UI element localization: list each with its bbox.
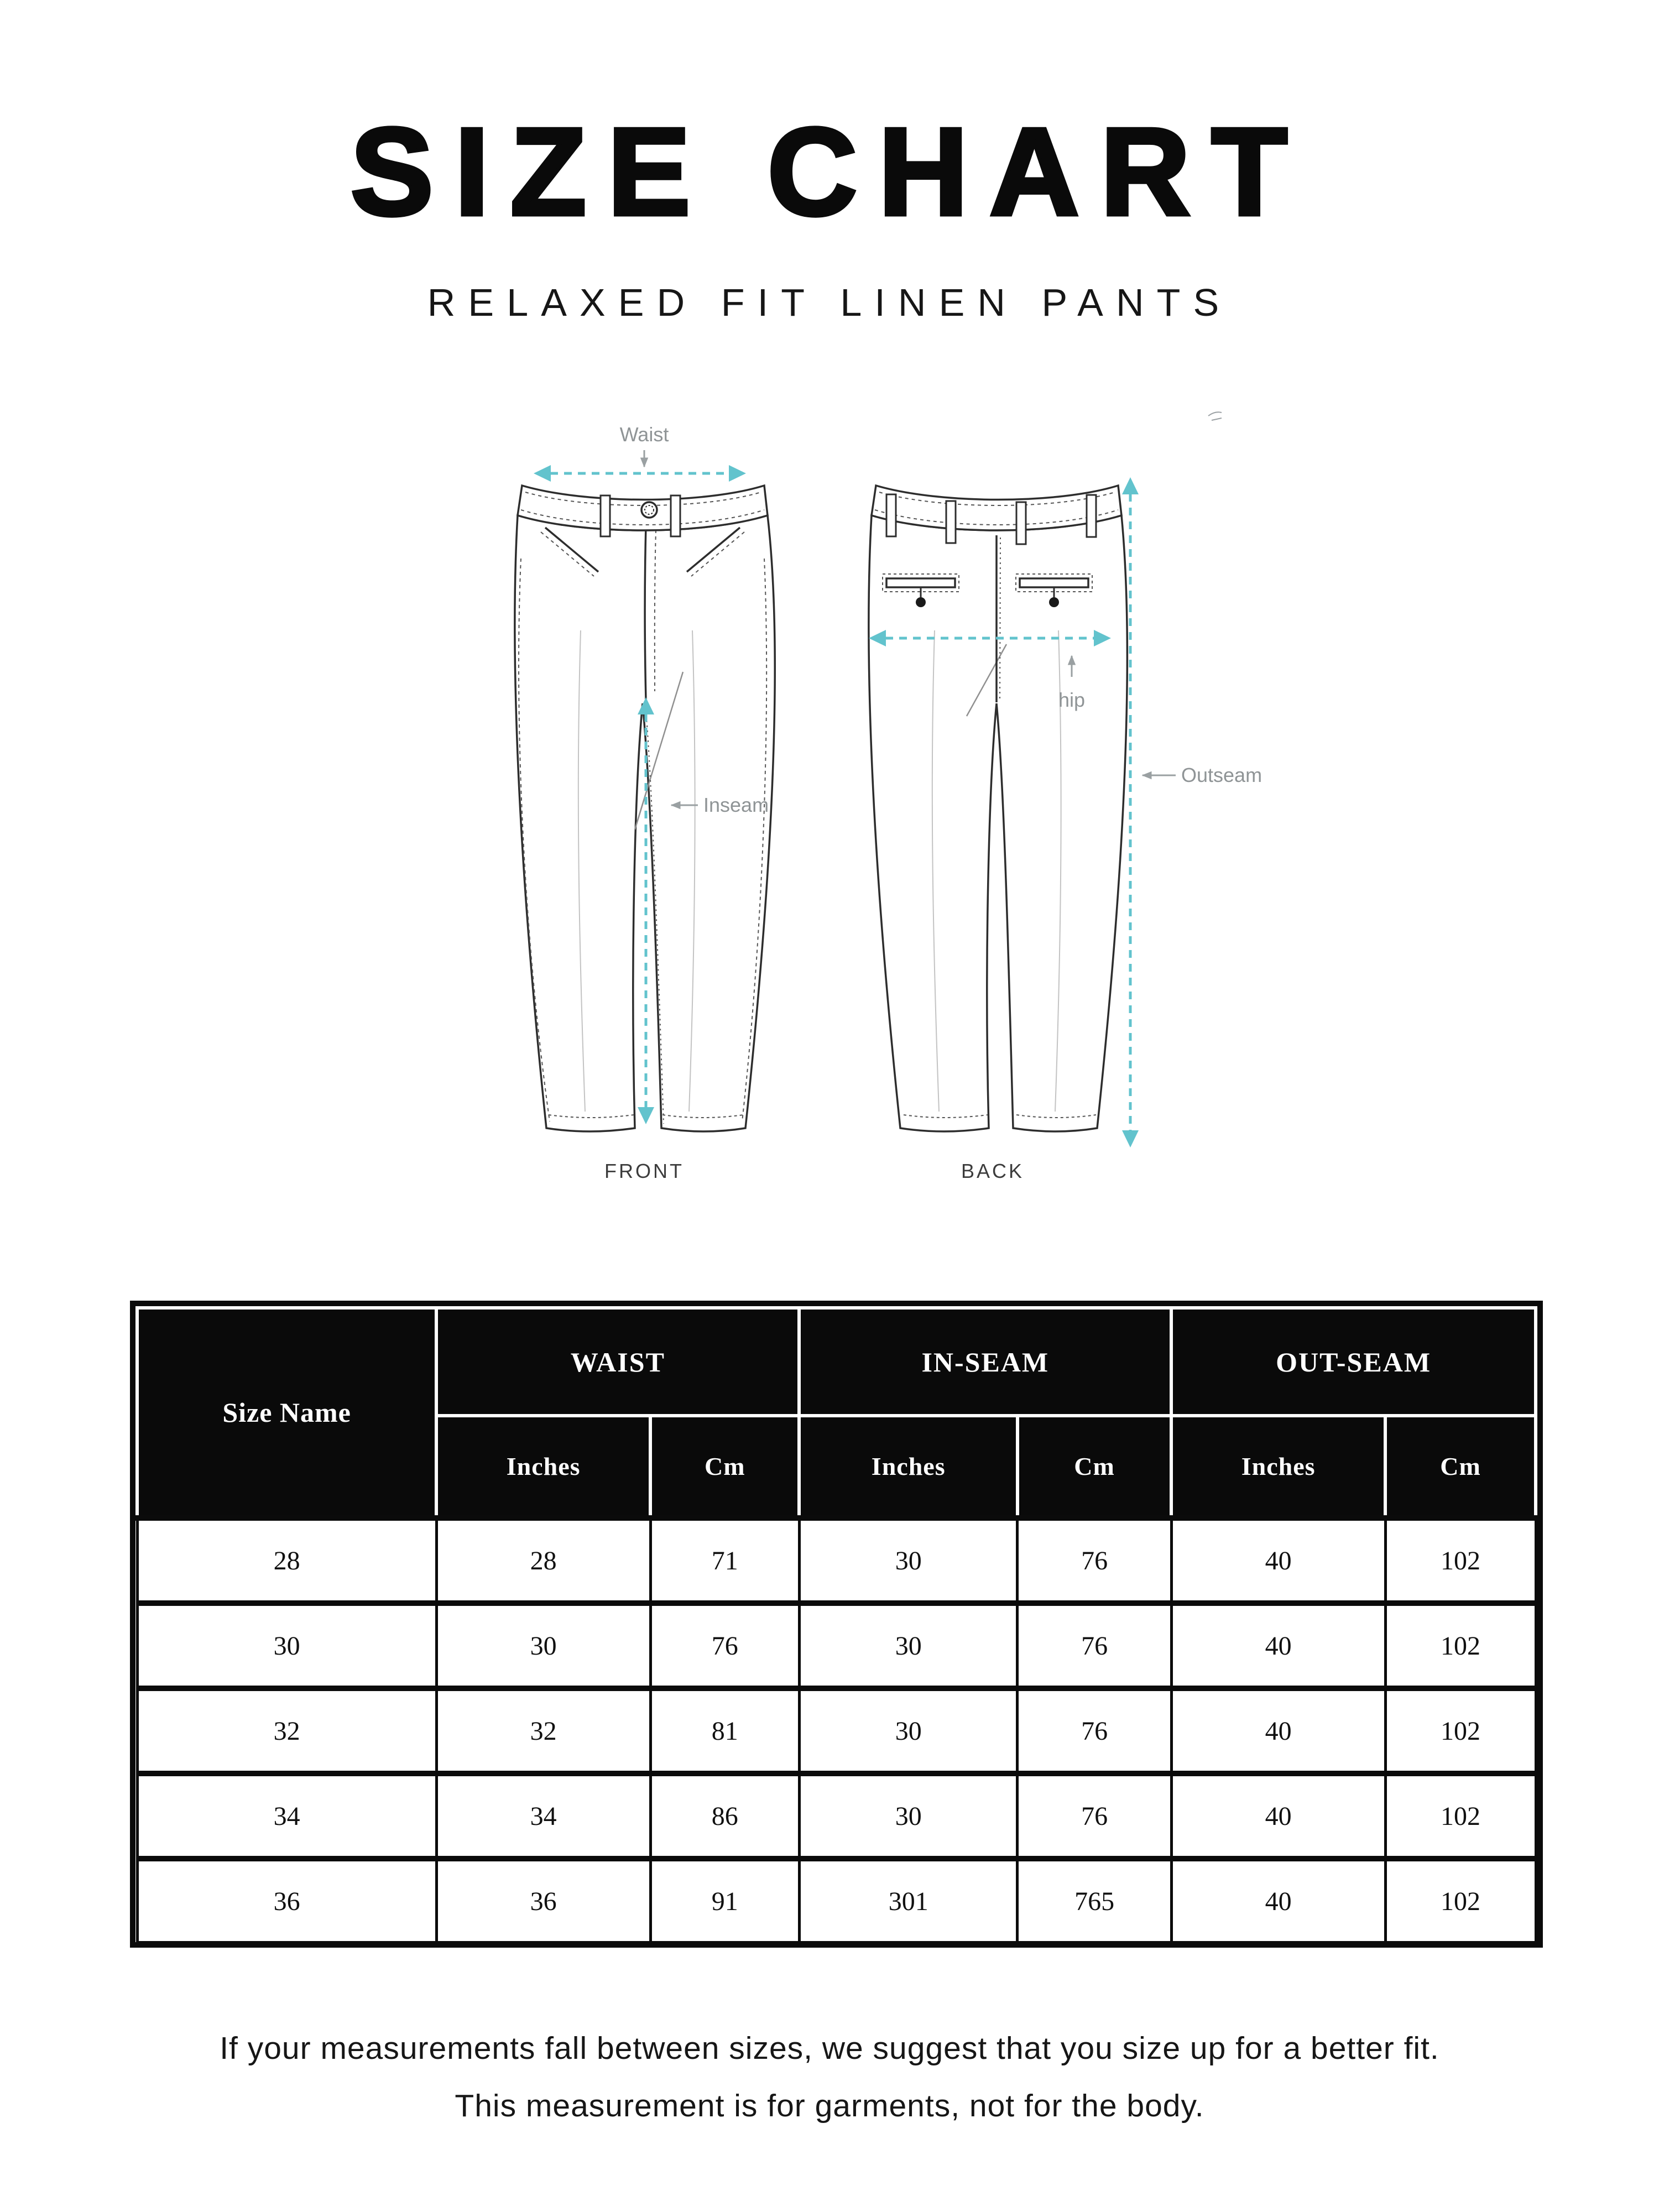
col-header-inseam-cm: Cm: [1018, 1416, 1171, 1518]
value-cell: 30: [799, 1688, 1018, 1773]
value-cell: 36: [436, 1859, 650, 1944]
page-subtitle: RELAXED FIT LINEN PANTS: [427, 281, 1232, 324]
value-cell: 30: [436, 1603, 650, 1688]
fit-note-line2: This measurement is for garments, not for the body.: [455, 2088, 1204, 2124]
value-cell: 28: [436, 1518, 650, 1603]
page-title: SIZE CHART: [350, 102, 1309, 241]
value-cell: 40: [1171, 1688, 1385, 1773]
pants-measurement-diagram: [498, 393, 1272, 1194]
size-cell: 32: [137, 1688, 436, 1773]
back-view-label: BACK: [961, 1160, 1025, 1182]
value-cell: 34: [436, 1773, 650, 1859]
back-pants-drawing: [869, 486, 1127, 1131]
back-pocket-button-icon: [1049, 597, 1059, 607]
value-cell: 76: [1018, 1688, 1171, 1773]
value-cell: 71: [650, 1518, 799, 1603]
table-row: [137, 1518, 1536, 1603]
table-row: [137, 1859, 1536, 1944]
inseam-label: Inseam: [703, 794, 769, 816]
hip-label: hip: [1058, 688, 1086, 711]
value-cell: 30: [799, 1603, 1018, 1688]
value-cell: 102: [1385, 1603, 1536, 1688]
col-group-waist: WAIST: [436, 1308, 799, 1416]
size-cell: 36: [137, 1859, 436, 1944]
value-cell: 32: [436, 1688, 650, 1773]
col-header-outseam-inches: Inches: [1171, 1416, 1385, 1518]
value-cell: 76: [1018, 1773, 1171, 1859]
value-cell: 102: [1385, 1773, 1536, 1859]
value-cell: 30: [799, 1518, 1018, 1603]
size-table-container: [130, 1301, 1543, 1948]
col-group-outseam: OUT-SEAM: [1171, 1308, 1536, 1416]
fit-note-line1: If your measurements fall between sizes, we suggest that you size up for a better fit.: [220, 2031, 1439, 2066]
front-view-label: FRONT: [604, 1160, 684, 1182]
value-cell: 765: [1018, 1859, 1171, 1944]
col-header-outseam-cm: Cm: [1385, 1416, 1536, 1518]
table-row: [137, 1773, 1536, 1859]
back-pocket-button-icon: [916, 597, 926, 607]
value-cell: 91: [650, 1859, 799, 1944]
stray-mark: [1208, 412, 1222, 420]
value-cell: 40: [1171, 1518, 1385, 1603]
size-cell: 34: [137, 1773, 436, 1859]
value-cell: 40: [1171, 1859, 1385, 1944]
front-button-icon: [641, 502, 657, 518]
col-header-waist-cm: Cm: [650, 1416, 799, 1518]
value-cell: 30: [799, 1773, 1018, 1859]
outseam-measure: [1130, 480, 1262, 1145]
value-cell: 81: [650, 1688, 799, 1773]
col-group-inseam: IN-SEAM: [799, 1308, 1171, 1416]
value-cell: 40: [1171, 1773, 1385, 1859]
col-header-waist-inches: Inches: [436, 1416, 650, 1518]
value-cell: 86: [650, 1773, 799, 1859]
value-cell: 76: [650, 1603, 799, 1688]
size-cell: 30: [137, 1603, 436, 1688]
col-header-size-name: Size Name: [137, 1308, 436, 1518]
table-row: [137, 1688, 1536, 1773]
table-row: [137, 1603, 1536, 1688]
waist-label: Waist: [619, 423, 669, 446]
value-cell: 102: [1385, 1859, 1536, 1944]
value-cell: 102: [1385, 1688, 1536, 1773]
value-cell: 102: [1385, 1518, 1536, 1603]
col-header-inseam-inches: Inches: [799, 1416, 1018, 1518]
value-cell: 76: [1018, 1603, 1171, 1688]
fit-note: [0, 2020, 1659, 2135]
size-cell: 28: [137, 1518, 436, 1603]
value-cell: 301: [799, 1859, 1018, 1944]
value-cell: 40: [1171, 1603, 1385, 1688]
outseam-label: Outseam: [1181, 764, 1262, 786]
value-cell: 76: [1018, 1518, 1171, 1603]
waist-measure: [536, 423, 743, 473]
size-table: [135, 1306, 1537, 1947]
